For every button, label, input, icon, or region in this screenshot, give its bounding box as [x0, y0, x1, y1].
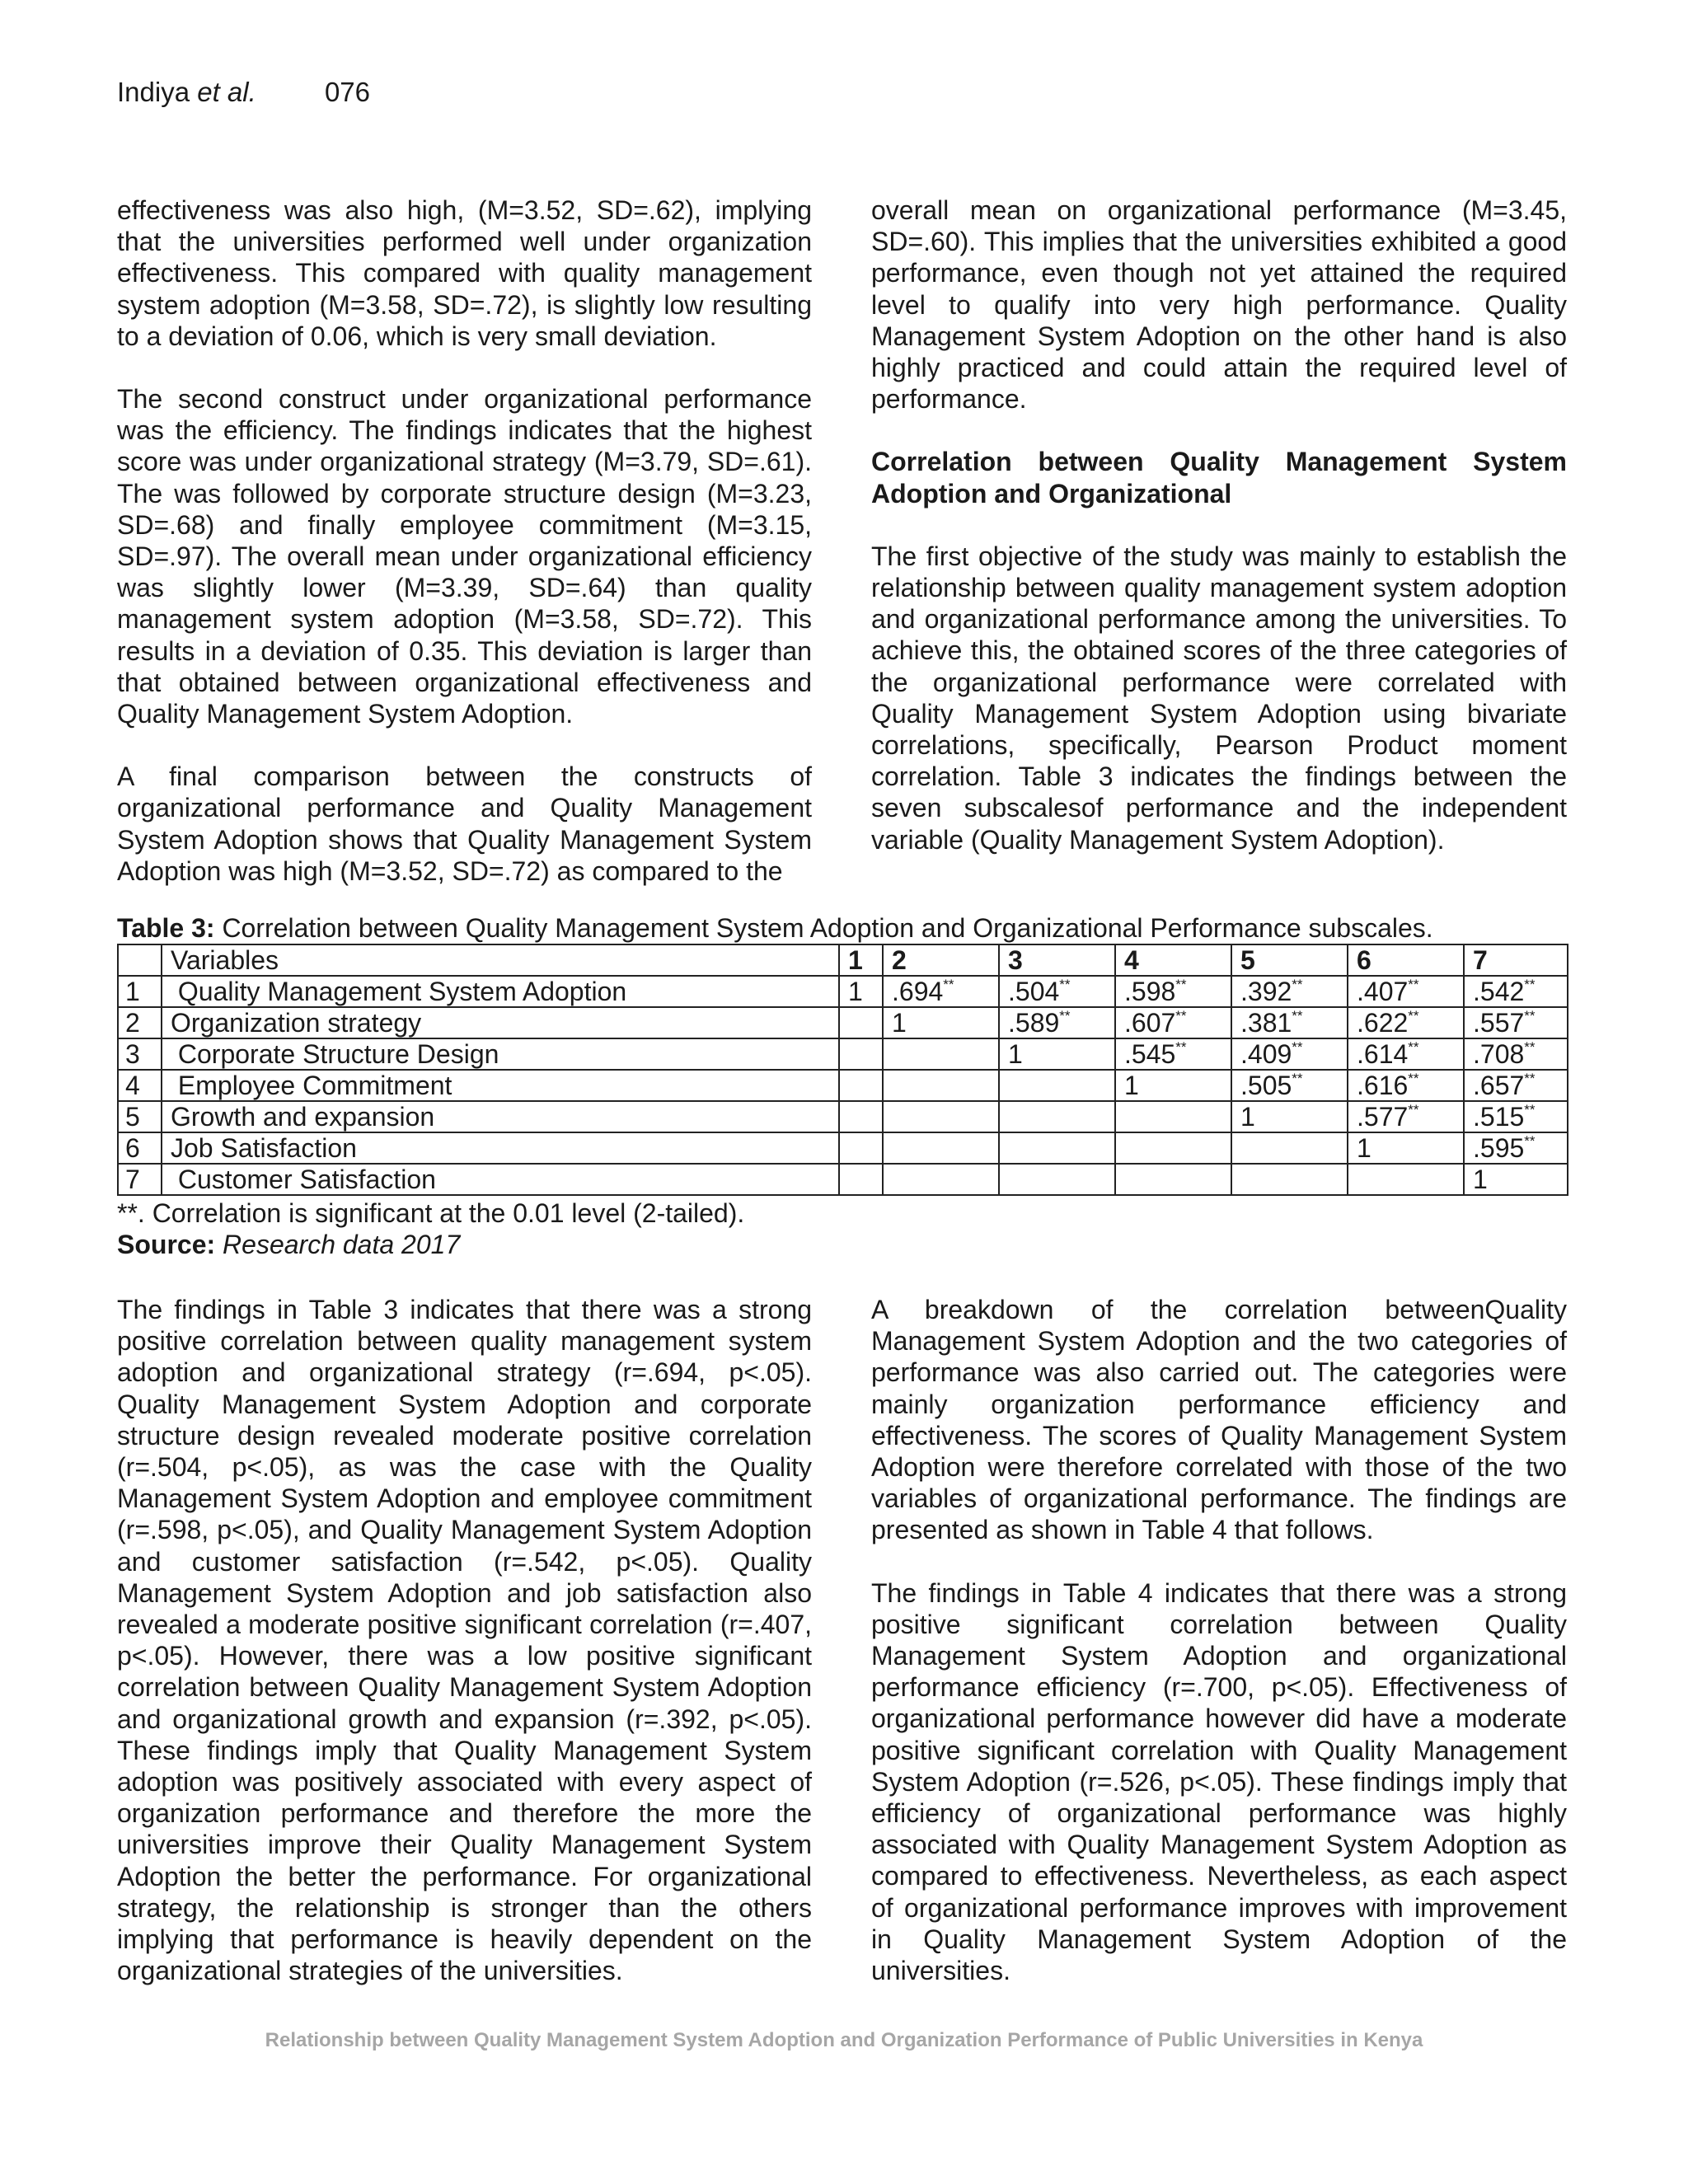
variable-name: Employee Commitment: [162, 1070, 839, 1101]
correlation-cell: [839, 1132, 883, 1164]
left-column-top: [117, 194, 812, 887]
column-header-3: 3: [999, 944, 1115, 976]
row-index: 7: [118, 1164, 162, 1195]
significance-marker: **: [1524, 1008, 1536, 1024]
correlation-cell: [999, 1007, 1115, 1038]
correlation-cell: [1231, 976, 1348, 1007]
paragraph: effectiveness was also high, (M=3.52, SD=.62), implying that the universities performed well under organization effectiveness. This compared with quality management system adoption (M=3.58, SD=.72), is slightly low resulting to a deviation of 0.06, which is very small deviation.: [117, 195, 812, 351]
table-caption: [117, 912, 1567, 944]
correlation-cell: [1464, 1132, 1568, 1164]
column-header-7: 7: [1464, 944, 1568, 976]
correlation-value: .504: [1008, 977, 1060, 1006]
significance-marker: **: [1292, 1071, 1303, 1086]
correlation-cell: [1115, 1070, 1231, 1101]
et-al: et al.: [197, 77, 256, 107]
correlation-cell: [883, 1070, 999, 1101]
source-label: Source:: [117, 1230, 216, 1259]
row-index: 5: [118, 1101, 162, 1132]
correlation-cell: [1231, 1164, 1348, 1195]
correlation-cell: [883, 1101, 999, 1132]
correlation-cell: [1115, 1132, 1231, 1164]
paragraph: The first objective of the study was mainly to establish the relationship between quality management system adoption and organizational performance among the universities. To achieve this, the obtained scores of the three categories of the organizational performance were correlated with Quality Management System Adoption using bivariate correlations, specifically, Pearson Product moment correlation. Table 3 indicates the findings between the seven subscalesof performance and the independent variable (Quality Management System Adoption).: [871, 541, 1567, 855]
table-row: [118, 1038, 1568, 1070]
correlation-value: .409: [1240, 1039, 1292, 1069]
table-row: [118, 1132, 1568, 1164]
source-value: Research data 2017: [223, 1230, 461, 1259]
paragraph: The second construct under organizational performance was the efficiency. The findings indicates that the highest score was under organizational strategy (M=3.79, SD=.61). The was followed by corporate structure design (M=3.23, SD=.68) and finally employee commitment (M=3.15, SD=.97). The overall mean under organizational efficiency was slightly lower (M=3.39, SD=.64) than quality management system adoption (M=3.58, SD=.72). This results in a deviation of 0.35. This deviation is larger than that obtained between organizational effectiveness and Quality Management System Adoption.: [117, 384, 812, 729]
correlation-cell: [1115, 1164, 1231, 1195]
correlation-cell: [1231, 1101, 1348, 1132]
row-index: 6: [118, 1132, 162, 1164]
column-header-index: [118, 944, 162, 976]
correlation-value: .557: [1473, 1008, 1525, 1038]
correlation-value: 1: [1240, 1102, 1255, 1132]
table-header-row: [118, 944, 1568, 976]
source-line: [117, 1229, 1567, 1260]
correlation-cell: [1115, 1007, 1231, 1038]
variable-name: Organization strategy: [162, 1007, 839, 1038]
correlation-cell: [999, 976, 1115, 1007]
correlation-value: .616: [1357, 1071, 1409, 1100]
table-row: [118, 1070, 1568, 1101]
correlation-cell: [1464, 1070, 1568, 1101]
correlation-cell: [839, 1164, 883, 1195]
column-header-1: 1: [839, 944, 883, 976]
correlation-cell: [883, 1007, 999, 1038]
correlation-cell: [1348, 1164, 1464, 1195]
paragraph: overall mean on organizational performance (M=3.45, SD=.60). This implies that the universities exhibited a good performance, even though not yet attained the required level to qualify into very high performance. Quality Management System Adoption on the other hand is also highly practiced and could attain the required level of performance.: [871, 195, 1567, 415]
correlation-value: 1: [848, 977, 863, 1006]
author-name: Indiya: [117, 77, 190, 107]
table-caption-label: Table 3:: [117, 913, 215, 943]
correlation-value: .595: [1473, 1133, 1525, 1163]
variable-name: Growth and expansion: [162, 1101, 839, 1132]
variable-name: Quality Management System Adoption: [162, 976, 839, 1007]
correlation-value: .622: [1357, 1008, 1409, 1038]
correlation-cell: [1464, 976, 1568, 1007]
significance-marker: **: [1524, 1071, 1536, 1086]
significance-marker: **: [943, 977, 954, 992]
column-header-2: 2: [883, 944, 999, 976]
significance-marker: **: [1524, 977, 1536, 992]
correlation-cell: [1231, 1038, 1348, 1070]
right-column-bottom: [871, 1294, 1567, 1986]
significance-marker: **: [1292, 1008, 1303, 1024]
significance-marker: **: [1408, 1039, 1419, 1055]
paragraph: A final comparison between the constructs of organizational performance and Quality Management System Adoption shows that Quality Management System Adoption was high (M=3.52, SD=.72) as compared to the: [117, 762, 812, 886]
correlation-cell: [1231, 1070, 1348, 1101]
significance-marker: **: [1408, 1071, 1419, 1086]
table-notes: [117, 1197, 1567, 1260]
correlation-cell: [999, 1101, 1115, 1132]
table-caption-text: Correlation between Quality Management System Adoption and Organizational Performance subscales.: [222, 913, 1433, 943]
correlation-cell: [1348, 1070, 1464, 1101]
correlation-value: .542: [1473, 977, 1525, 1006]
correlation-cell: [883, 976, 999, 1007]
significance-marker: **: [1175, 1008, 1187, 1024]
significance-marker: **: [1175, 977, 1187, 992]
column-header-4: 4: [1115, 944, 1231, 976]
row-index: 2: [118, 1007, 162, 1038]
correlation-value: 1: [1008, 1039, 1023, 1069]
variable-name: Customer Satisfaction: [162, 1164, 839, 1195]
page-footer: Relationship between Quality Management System Adoption and Organization Performance of Public Universities in Kenya: [265, 2029, 1423, 2051]
correlation-value: .598: [1124, 977, 1176, 1006]
significance-marker: **: [1292, 1039, 1303, 1055]
correlation-value: 1: [1124, 1071, 1139, 1100]
correlation-value: .589: [1008, 1008, 1060, 1038]
page-number: 076: [324, 77, 371, 107]
paragraph: The findings in Table 4 indicates that there was a strong positive significant correlation between Quality Management System Adoption and organizational performance efficiency (r=.700, p<.05). Effectiveness of organizational performance however did have a moderate positive significant correlation with Quality Management System Adoption (r=.526, p<.05). These findings imply that efficiency of organizational performance was highly associated with Quality Management System Adoption as compared to effectiveness. Nevertheless, as each aspect of organizational performance improves with improvement in Quality Management System Adoption of the universities.: [871, 1577, 1567, 1986]
correlation-cell: [999, 1070, 1115, 1101]
correlation-cell: [1464, 1164, 1568, 1195]
column-header-variables: Variables: [162, 944, 839, 976]
correlation-cell: [999, 1132, 1115, 1164]
variable-name: Job Satisfaction: [162, 1132, 839, 1164]
table-row: [118, 1007, 1568, 1038]
correlation-cell: [883, 1038, 999, 1070]
correlation-cell: [1464, 1038, 1568, 1070]
correlation-cell: [839, 1101, 883, 1132]
significance-marker: **: [1524, 1102, 1536, 1118]
correlation-cell: [839, 1007, 883, 1038]
correlation-cell: [1464, 1101, 1568, 1132]
table-row: [118, 976, 1568, 1007]
paragraph: A breakdown of the correlation betweenQuality Management System Adoption and the two categories of performance was also carried out. The categories were mainly organization performance efficiency and effectiveness. The scores of Quality Management System Adoption were therefore correlated with those of the two variables of organizational performance. The findings are presented as shown in Table 4 that follows.: [871, 1295, 1567, 1545]
correlation-cell: [1115, 1101, 1231, 1132]
correlation-cell: [883, 1164, 999, 1195]
correlation-value: .657: [1473, 1071, 1525, 1100]
correlation-value: 1: [1473, 1165, 1488, 1194]
significance-marker: **: [1175, 1039, 1187, 1055]
running-header: [117, 76, 370, 109]
correlation-cell: [839, 976, 883, 1007]
significance-marker: **: [1524, 1039, 1536, 1055]
correlation-cell: [1115, 1038, 1231, 1070]
significance-note: **. Correlation is significant at the 0.01 level (2-tailed).: [117, 1198, 745, 1228]
correlation-table: [117, 944, 1568, 1196]
row-index: 3: [118, 1038, 162, 1070]
correlation-value: .407: [1357, 977, 1409, 1006]
significance-marker: **: [1408, 977, 1419, 992]
significance-marker: **: [1292, 977, 1303, 992]
correlation-value: 1: [892, 1008, 907, 1038]
column-header-5: 5: [1231, 944, 1348, 976]
significance-marker: **: [1059, 977, 1071, 992]
correlation-value: 1: [1357, 1133, 1372, 1163]
table-row: [118, 1164, 1568, 1195]
correlation-value: .607: [1124, 1008, 1176, 1038]
correlation-cell: [839, 1038, 883, 1070]
correlation-cell: [1348, 1132, 1464, 1164]
row-index: 4: [118, 1070, 162, 1101]
table-row: [118, 1101, 1568, 1132]
column-header-6: 6: [1348, 944, 1464, 976]
correlation-value: .614: [1357, 1039, 1409, 1069]
correlation-cell: [883, 1132, 999, 1164]
correlation-cell: [1348, 1007, 1464, 1038]
correlation-value: .381: [1240, 1008, 1292, 1038]
correlation-cell: [1231, 1007, 1348, 1038]
table-3: [117, 912, 1567, 1260]
variable-name: Corporate Structure Design: [162, 1038, 839, 1070]
right-column-top: [871, 194, 1567, 855]
correlation-cell: [1231, 1132, 1348, 1164]
significance-marker: **: [1408, 1008, 1419, 1024]
correlation-value: .577: [1357, 1102, 1409, 1132]
correlation-cell: [1348, 1038, 1464, 1070]
significance-marker: **: [1524, 1133, 1536, 1149]
correlation-cell: [999, 1038, 1115, 1070]
row-index: 1: [118, 976, 162, 1007]
correlation-cell: [839, 1070, 883, 1101]
correlation-cell: [1115, 976, 1231, 1007]
correlation-value: .505: [1240, 1071, 1292, 1100]
correlation-value: .545: [1124, 1039, 1176, 1069]
left-column-bottom: [117, 1294, 812, 1986]
paragraph: The findings in Table 3 indicates that there was a strong positive correlation between quality management system adoption and organizational strategy (r=.694, p<.05). Quality Management System Adoption and corporate structure design revealed moderate positive correlation (r=.504, p<.05), as was the case with the Quality Management System Adoption and employee commitment (r=.598, p<.05), and Quality Management System Adoption and customer satisfaction (r=.542, p<.05). Quality Management System Adoption and job satisfaction also revealed a moderate positive significant correlation (r=.407, p<.05). However, there was a low positive significant correlation between Quality Management System Adoption and organizational growth and expansion (r=.392, p<.05). These findings imply that Quality Management System adoption was positively associated with every aspect of organization performance and therefore the more the universities improve their Quality Management System Adoption the better the performance. For organizational strategy, the relationship is stronger than the others implying that performance is heavily dependent on the organizational strategies of the universities.: [117, 1295, 812, 1986]
correlation-value: .708: [1473, 1039, 1525, 1069]
section-heading: Correlation between Quality Management System Adoption and Organizational: [871, 447, 1567, 509]
correlation-value: .694: [892, 977, 944, 1006]
correlation-cell: [1464, 1007, 1568, 1038]
correlation-value: .392: [1240, 977, 1292, 1006]
correlation-cell: [1348, 976, 1464, 1007]
significance-marker: **: [1059, 1008, 1071, 1024]
correlation-cell: [999, 1164, 1115, 1195]
correlation-value: .515: [1473, 1102, 1525, 1132]
correlation-cell: [1348, 1101, 1464, 1132]
significance-marker: **: [1408, 1102, 1419, 1118]
